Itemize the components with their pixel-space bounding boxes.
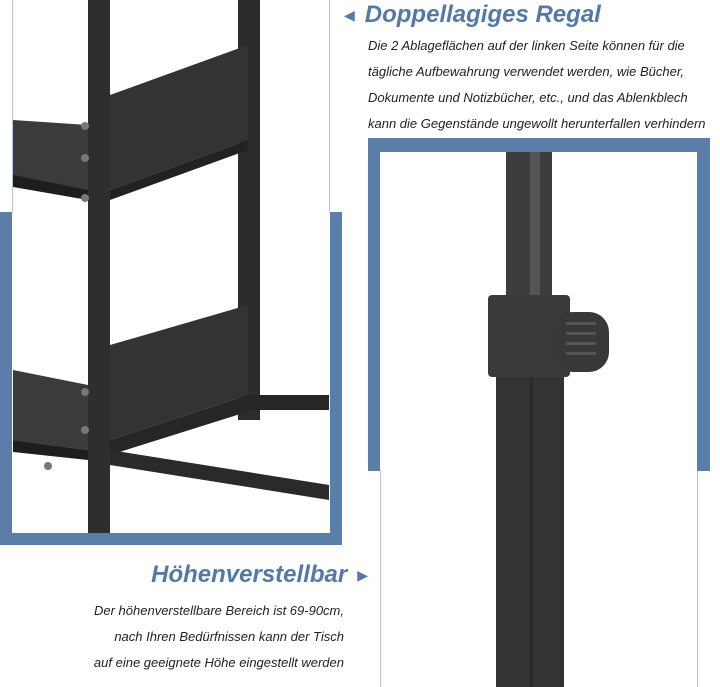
feature-heading-shelf <box>344 0 601 30</box>
bottom-rail <box>110 450 329 500</box>
feature-description-shelf <box>368 33 706 137</box>
feature-title-shelf: Doppellagiges Regal <box>364 1 601 28</box>
frame-left-bar <box>0 212 12 545</box>
shelf-photo <box>13 0 329 533</box>
lower-shelf-board <box>13 370 88 450</box>
description-line: Der höhenverstellbare Bereich ist 69-90cm, <box>93 603 344 618</box>
feature-title-height: Höhenverstellbar <box>151 561 348 588</box>
description-line: Die 2 Ablageflächen auf der linken Seite können für die <box>368 38 685 53</box>
frame-right-bar <box>330 212 342 545</box>
description-line: auf eine geeignete Höhe eingestellt werden <box>93 655 344 670</box>
frame-line <box>697 471 698 687</box>
description-line: tägliche Aufbewahrung verwendet werden, wie Bücher, <box>368 64 685 79</box>
feature-description-height <box>94 598 344 676</box>
right-pointer-icon: ▶ <box>357 567 368 583</box>
description-line: nach Ihren Bedürfnissen kann der Tisch <box>114 629 344 644</box>
frame-top-bar <box>368 138 710 152</box>
feature-heading-height <box>151 560 368 590</box>
description-line: Dokumente und Notizbücher, etc., und das Ablenkblech <box>368 90 688 105</box>
front-post <box>88 0 110 533</box>
frame-left-bar <box>368 138 380 471</box>
description-line: kann die Gegenstände ungewollt herunterfallen verhindern <box>368 116 706 131</box>
frame-line <box>329 0 330 212</box>
frame-bottom-bar <box>0 533 342 545</box>
frame-right-bar <box>697 138 710 471</box>
upper-pole <box>506 152 552 302</box>
pole-photo <box>380 152 697 687</box>
left-pointer-icon: ◀ <box>344 7 355 23</box>
